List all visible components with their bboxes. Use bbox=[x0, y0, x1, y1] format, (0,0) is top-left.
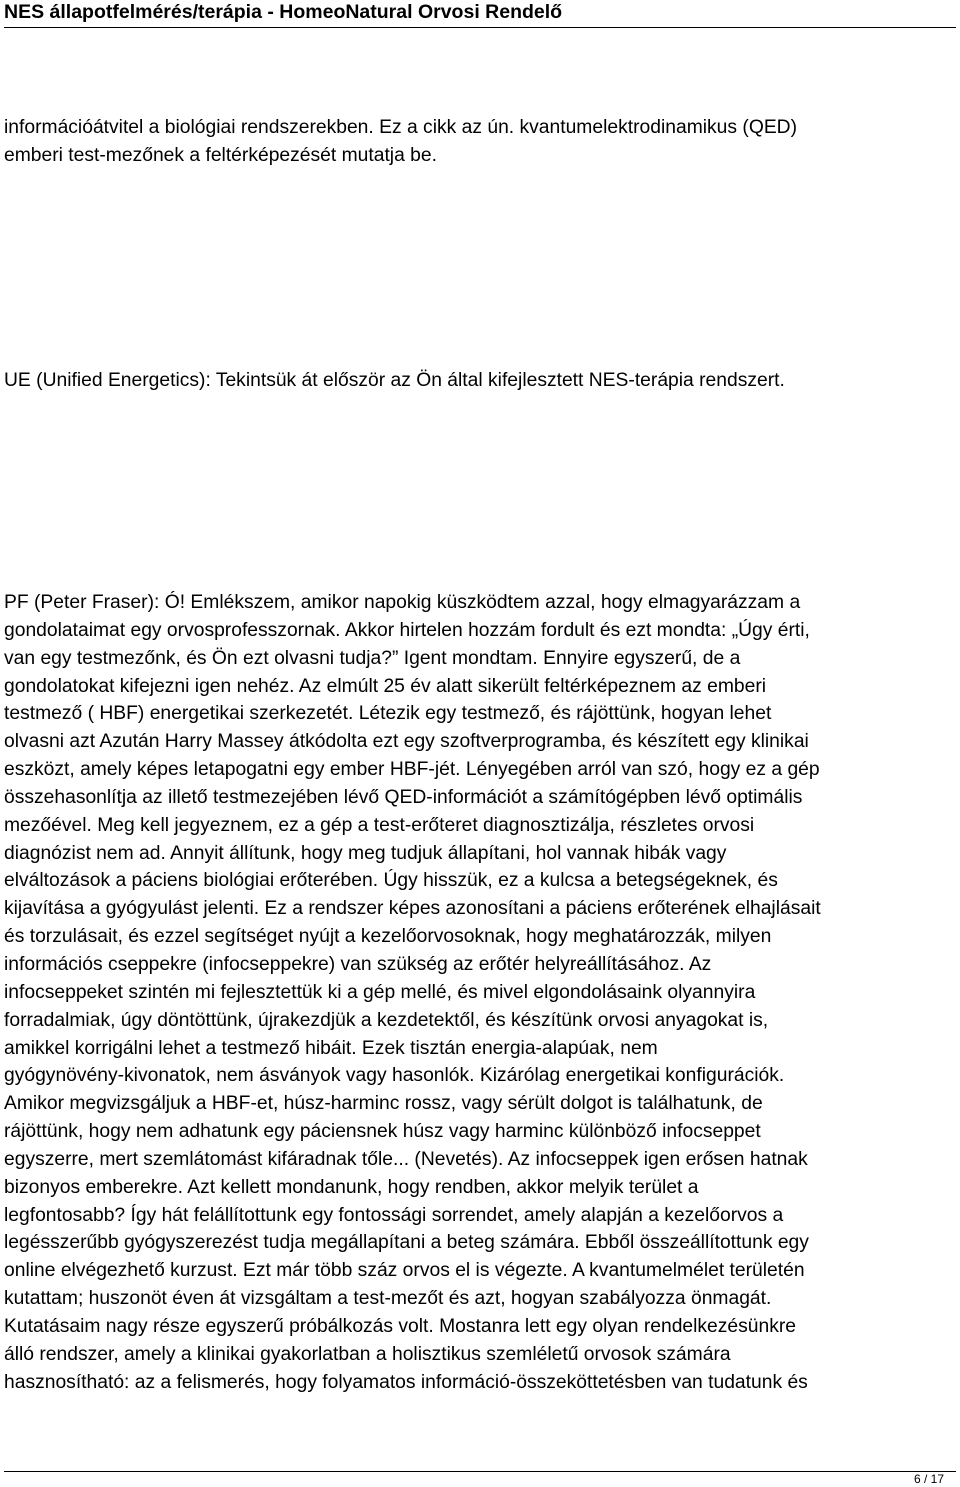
text-line: hasznosítható: az a felismerés, hogy folyamatos információ-összeköttetésben van tudatunk és bbox=[4, 1371, 808, 1393]
text-line: gondolataimat egy orvosprofesszornak. Akkor hirtelen hozzám fordult és ezt mondta: „Úgy érti, bbox=[4, 619, 810, 641]
header-divider bbox=[4, 27, 956, 28]
text-line: van egy testmezőnk, és Ön ezt olvasni tudja?” Igent mondtam. Ennyire egyszerű, de a bbox=[4, 647, 741, 669]
text-line: UE (Unified Energetics): Tekintsük át először az Ön által kifejlesztett NES-terápia rendszert. bbox=[4, 370, 785, 391]
text-line: forradalmiak, úgy döntöttünk, újrakezdjük a kezdetektől, és készítünk orvosi anyagokat is, bbox=[4, 1009, 769, 1031]
text-line: gyógynövény-kivonatok, nem ásványok vagy hasonlók. Kizárólag energetikai konfigurációk. bbox=[4, 1065, 785, 1087]
text-line: információs cseppekre (infocseppekre) van szükség az erőtér helyreállításához. Az bbox=[4, 953, 712, 975]
text-line: rájöttünk, hogy nem adhatunk egy páciensnek húsz vagy harminc különböző infocseppet bbox=[4, 1121, 761, 1143]
text-line: gondolatokat kifejezni igen nehéz. Az elmúlt 25 év alatt sikerült feltérképeznem az emberi bbox=[4, 675, 767, 697]
text-line: elváltozások a páciens biológiai erőterében. Úgy hisszük, ez a kulcsa a betegségeknek, és bbox=[4, 870, 778, 892]
text-line: legfontosabb? Így hát felállítottunk egy fontossági sorrendet, amely alapján a kezelőorvos a bbox=[4, 1204, 784, 1226]
text-line: online elvégezhető kurzust. Ezt már több száz orvos el is végezte. A kvantumelmélet területén bbox=[4, 1260, 805, 1282]
text-line: bizonyos emberekre. Azt kellett mondanunk, hogy rendben, akkor melyik terület a bbox=[4, 1176, 699, 1198]
text-line: összehasonlítja az illető testmezejében lévő QED-információt a számítógépben lévő optimális bbox=[4, 786, 803, 808]
page-number: 6 / 17 bbox=[913, 1472, 944, 1486]
text-line: eszközt, amely képes letapogatni egy ember HBF-jét. Lényegében arról van szó, hogy ez a gép bbox=[4, 759, 820, 781]
text-line: olvasni azt Azután Harry Massey átkódolta ezt egy szoftverprogramba, és készített egy klinikai bbox=[4, 731, 809, 753]
text-line: kijavítása a gyógyulást jelenti. Ez a rendszer képes azonosítani a páciens erőterének elhajlásait bbox=[4, 898, 821, 920]
text-line: információátvitel a biológiai rendszerekben. Ez a cikk az ún. kvantumelektrodinamikus (QED) bbox=[4, 117, 798, 138]
text-line: álló rendszer, amely a klinikai gyakorlatban a holisztikus szemléletű orvosok számára bbox=[4, 1343, 731, 1365]
text-line: legésszerűbb gyógyszerezést tudja megállapítani a beteg számára. Ebből összeállítottunk egy bbox=[4, 1232, 809, 1254]
text-line: kutattam; huszonöt éven át vizsgáltam a test-mezőt és azt, hogyan szabályozza önmagát. bbox=[4, 1288, 772, 1310]
text-line: mezőével. Meg kell jegyeznem, ez a gép a test-erőteret diagnosztizálja, részletes orvosi bbox=[4, 814, 755, 836]
text-line: PF (Peter Fraser): Ó! Emlékszem, amikor napokig küszködtem azzal, hogy elmagyarázzam a bbox=[4, 592, 801, 613]
text-line: egyszerre, mert szemlátomást kifáradnak tőle... (Nevetés). Az infocseppek igen erősen hatnak bbox=[4, 1148, 808, 1170]
text-line: emberi test-mezőnek a feltérképezését mutatja be. bbox=[4, 144, 437, 166]
text-line: infocseppeket szintén mi fejlesztettük ki a gép mellé, és mivel elgondolásaink olyannyira bbox=[4, 981, 756, 1003]
text-line: Amikor megvizsgáljuk a HBF-et, húsz-harminc rossz, vagy sérült dolgot is találhatunk, de bbox=[4, 1093, 763, 1115]
text-line: amikkel korrigálni lehet a testmező hibáit. Ezek tisztán energia-alapúak, nem bbox=[4, 1037, 658, 1059]
document-title: NES állapotfelmérés/terápia - HomeoNatural Orvosi Rendelő bbox=[4, 1, 563, 23]
paragraph-intro bbox=[4, 114, 956, 170]
text-line: testmező ( HBF) energetikai szerkezetét. Létezik egy testmező, és rájöttünk, hogyan lehet bbox=[4, 703, 772, 725]
paragraph-question bbox=[4, 367, 956, 395]
paragraph-answer bbox=[4, 589, 956, 1396]
footer-divider bbox=[4, 1471, 956, 1472]
text-line: diagnózist nem ad. Annyit állítunk, hogy meg tudjuk állapítani, hol vannak hibák vagy bbox=[4, 842, 727, 864]
text-line: Kutatásaim nagy része egyszerű próbálkozás volt. Mostanra lett egy olyan rendelkezésünkre bbox=[4, 1315, 797, 1337]
text-line: és torzulásait, és ezzel segítséget nyújt a kezelőorvosoknak, hogy meghatározzák, milyen bbox=[4, 926, 772, 948]
